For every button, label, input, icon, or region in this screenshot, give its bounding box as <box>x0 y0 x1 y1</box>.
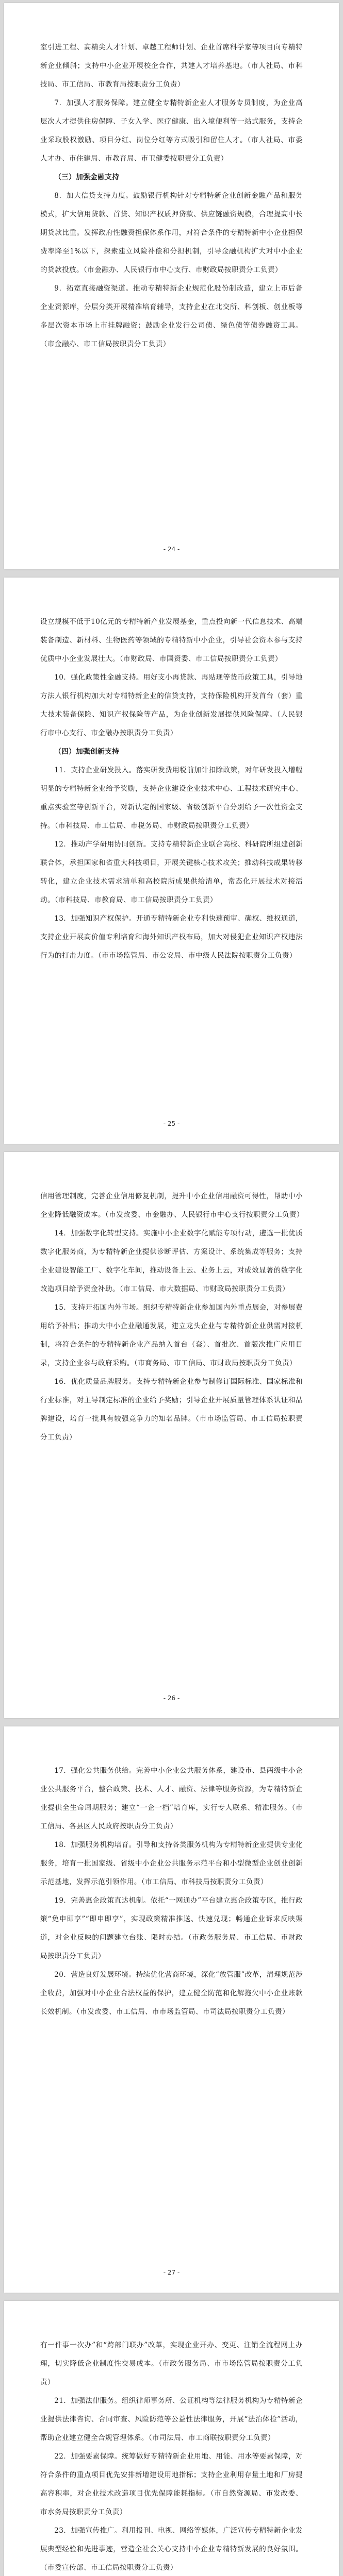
paragraph: 18．加强服务机构培育。引导和支持各类服务机构为专精特新企业提供专业化服务，培育一批国家级、省级中小企业公共服务示范平台和小型微型企业创业创新示范基地，发挥示范引领作用。（市工信局、市科技局按职责分工负责） <box>40 1841 303 1886</box>
document-page <box>4 2301 339 2576</box>
section-heading: （三）加强金融支持 <box>54 173 120 181</box>
paragraph: 14．加强数字化转型支持。实施中小企业数字化赋能专项行动，遴选一批优质数字化服务商，为专精特新企业提供诊断评估、方案设计、系统集成等服务；支持企业建设智能工厂、数字化车间，推动设备上云、业务上云，对成效显著的数字化改造项目给予资金补助。（市工信局、市大数据局、市财政局按职责分工负责） <box>40 1229 303 1293</box>
paragraph: 12．推动产学研用协同创新。支持专精特新企业联合高校、科研院所组建创新联合体，承担国家和省重大科技项目，开展关键核心技术攻关；推动科技成果转移转化，建立企业技术需求清单和高校院所成果供给清单，常态化开展技术对接活动。（市科技局、市教育局、市工信局按职责分工负责） <box>40 840 303 904</box>
paragraph: 16．优化质量品牌服务。支持专精特新企业参与制修订国际标准、国家标准和行业标准，对主导制定标准的企业给予奖励；引导企业开展质量管理体系认证和品牌建设，培育一批具有较强竞争力的知名品牌。（市市场监管局、市工信局按职责分工负责） <box>40 1378 303 1442</box>
paragraph: 室引进工程、高精尖人才计划、卓越工程师计划、企业首席科学家等项目向专精特新企业倾斜；支持中小企业开展校企合作，共建人才培养基地。（市人社局、市科技局、市工信局、市教育局按职责分工负责） <box>40 43 303 89</box>
paragraph: 15．支持开拓国内外市场。组织专精特新企业参加国内外重点展会，对参展费用给予补贴；推动大中小企业融通发展，建立龙头企业与专精特新企业供需对接机制，将符合条件的专精特新企业产品纳入首台（套）、首批次、首版次推广应用目录，支持企业参与政府采购。（市商务局、市工信局、市财政局按职责分工负责） <box>40 1303 303 1367</box>
page-number: - 25 - <box>163 1120 180 1127</box>
page-body <box>40 38 303 353</box>
section-heading: （四）加强创新支持 <box>54 748 120 756</box>
paragraph: 8．加大信贷支持力度。鼓励银行机构针对专精特新企业创新金融产品和服务模式，扩大信用贷款、首贷、知识产权质押贷款、供应链融资规模，合理提高中长期贷款比重。发挥政府性融资担保体系作用，对符合条件的专精特新中小企业担保费率降至1%以下，探索建立风险补偿和分担机制，引导金融机构扩大对中小企业的贷款投放。（市金融办、人民银行市中心支行、市财政局按职责分工负责） <box>40 192 303 274</box>
page-number: - 26 - <box>163 1694 180 1702</box>
page-body <box>40 1187 303 1447</box>
paragraph: 17．强化公共服务供给。完善中小企业公共服务体系，建设市、县两级中小企业公共服务平台，整合政策、技术、人才、融资、法律等服务资源，为专精特新企业提供全生命周期服务；建立“一企一档”培育库，实行专人联系、精准服务。（市工信局、各县区人民政府按职责分工负责） <box>40 1767 303 1831</box>
document-page <box>4 578 339 1144</box>
paragraph: 信用管理制度，完善企业信用修复机制，提升中小企业信用融资可得性，帮助中小企业降低融资成本。（市发改委、市金融办、人民银行市中心支行按职责分工负责） <box>40 1192 304 1219</box>
paragraph: 设立规模不低于10亿元的专精特新产业发展基金，重点投向新一代信息技术、高端装备制造、新材料、生物医药等领域的专精特新中小企业，引导社会资本参与支持优质中小企业发展壮大。（市财政局、市国资委、市工信局按职责分工负责） <box>40 618 303 663</box>
document-page <box>4 1152 339 1718</box>
paragraph: 9．拓宽直接融资渠道。推动专精特新企业规范化股份制改造，建立上市后备企业资源库，分层分类开展精准培育辅导，支持企业在北交所、科创板、创业板等多层次资本市场上市挂牌融资；鼓励企业发行公司债、绿色债等债券融资工具。（市金融办、市工信局按职责分工负责） <box>40 284 303 348</box>
paragraph: 10．强化政策性金融支持。用好支小再贷款、再贴现等货币政策工具，引导地方法人银行机构加大对专精特新企业的信贷支持，支持保险机构开发首台（套）重大技术装备保险、知识产权保险等产品，为企业创新发展提供风险保障。（人民银行市中心支行、市金融办按职责分工负责） <box>40 673 303 737</box>
paragraph: 20．营造良好发展环境。持续优化营商环境，深化“放管服”改革，清理规范涉企收费，加强对中小企业合法权益的保护，建立健全防范和化解拖欠中小企业账款长效机制。（市发改委、市工信局、市市场监管局、市司法局按职责分工负责） <box>40 1971 303 2016</box>
paragraph: 13．加强知识产权保护。开通专精特新企业专利快速预审、确权、维权通道，支持企业开展高价值专利培育和海外知识产权布局，加大对侵犯企业知识产权违法行为的打击力度。（市市场监管局、市公安局、市中级人民法院按职责分工负责） <box>40 914 303 960</box>
paragraph: 23．加强宣传推广。利用报刊、电视、网络等媒体，广泛宣传专精特新企业发展典型经验和先进事迹，营造全社会关心支持中小企业专精特新发展的良好氛围。（市委宣传部、市工信局按职责分工负责） <box>40 2527 303 2572</box>
paragraph: 有一件事一次办”和“跨部门联办”改革，实现企业开办、变更、注销全流程网上办理，切实降低企业制度性交易成本。（市政务服务局、市市场监管局按职责分工负责） <box>40 2341 303 2386</box>
document-page <box>4 3 339 569</box>
paragraph: 11．支持企业研发投入。落实研发费用税前加计扣除政策，对年研发投入增幅明显的专精特新企业给予奖励，支持企业建设企业技术中心、工程技术研究中心、重点实验室等创新平台，对新认定的国家级、省级创新平台分别给予一次性资金支持。（市科技局、市工信局、市税务局、市财政局按职责分工负责） <box>40 766 303 830</box>
page-body <box>40 2336 303 2576</box>
page-number: - 24 - <box>163 546 180 553</box>
paragraph: 21．加强法律服务。组织律师事务所、公证机构等法律服务机构为专精特新企业提供法律咨询、合同审查、风险防范等公益性法律服务，开展“法治体检”活动，帮助企业建立健全合规管理体系。（市司法局、市工商联按职责分工负责） <box>40 2397 303 2442</box>
page-body <box>40 1761 303 2021</box>
page-number: - 27 - <box>163 2269 180 2276</box>
paragraph: 19．完善惠企政策直达机制。依托“一网通办”平台建立惠企政策专区，推行政策“免申即享”“即申即享”，实现政策精准推送、快速兑现；畅通企业诉求反映渠道，对企业反映的问题建立台账、限时办结。（市政务服务局、市工信局、市财政局按职责分工负责） <box>40 1896 303 1960</box>
paragraph: 7．加强人才服务保障。建立健全专精特新企业人才服务专员制度，为企业高层次人才提供住房保障、子女入学、医疗健康、出入境便利等一站式服务，支持企业采取股权激励、项目分红、岗位分红等方式吸引和留住人才。（市人社局、市委人才办、市住建局、市教育局、市卫健委按职责分工负责） <box>40 99 303 163</box>
paragraph: 22．加强要素保障。统筹做好专精特新企业用地、用能、用水等要素保障，对符合条件的重点项目优先安排新增建设用地指标；支持企业利用存量土地和厂房提高容积率，对企业技术改造项目优先保障能耗指标。（市自然资源局、市发改委、市水务局按职责分工负责） <box>40 2452 303 2516</box>
page-body <box>40 613 303 965</box>
document-page <box>4 1726 339 2293</box>
